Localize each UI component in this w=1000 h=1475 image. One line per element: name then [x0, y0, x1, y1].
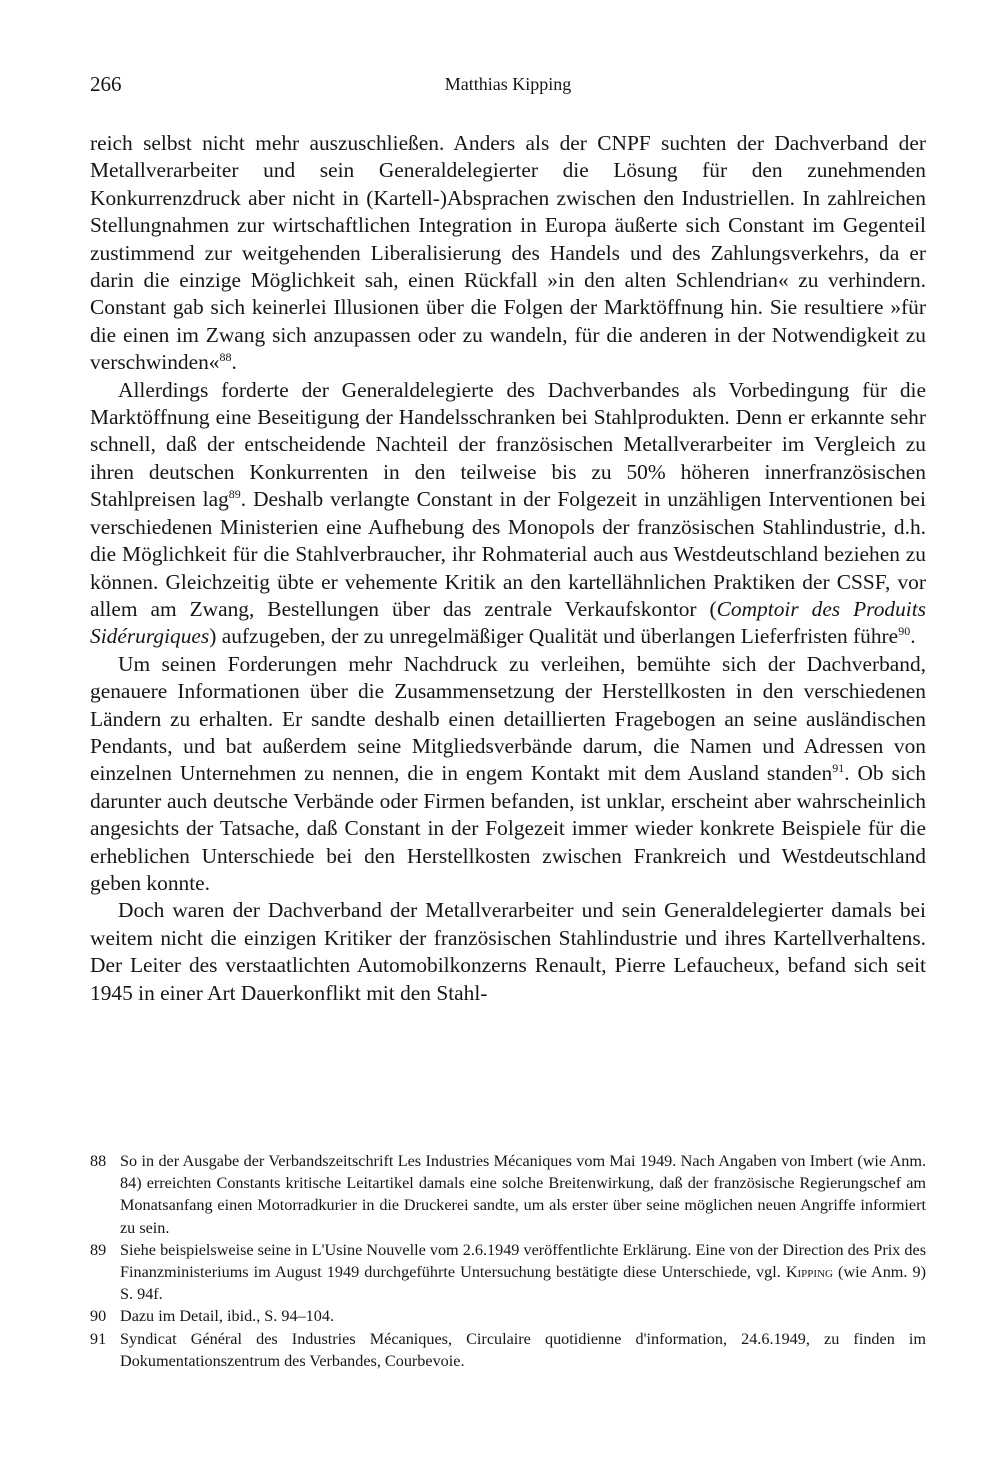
footnote-89-number: 89	[90, 1240, 107, 1259]
book-page	[90, 72, 926, 1370]
paragraph-4-text: Doch waren der Dachverband der Metallverarbeiter und sein Generaldelegierter damals bei weitem nicht die einzigen Kritiker der französischen Stahlindustrie und ihres Kartellverhaltens. Der Leiter des verstaatlichten Automobilkonzerns Renault, Pierre Lefaucheux, befand sich seit 1945 in einer Art Dauerkonflikt mit den Stahl-	[90, 898, 926, 1005]
paragraph-3-text-a: Um seinen Forderungen mehr Nachdruck zu verleihen, bemühte sich der Dachverband, genauere Informationen über die Zusammensetzung der Herstellkosten in den verschiedenen Ländern zu erhalten. Er sandte deshalb einen detaillierten Fragebogen an seine ausländischen Pendants, und bat außerdem seine Mitgliedsverbände darum, die Namen und Adressen von einzelnen Unternehmen zu nennen, die in engem Kontakt mit dem Ausland standen	[90, 651, 926, 786]
footnote-91-number: 91	[90, 1329, 107, 1348]
paragraph-2-text-c: ) aufzugeben, der zu unregelmäßiger Qualität und überlangen Lieferfristen führe	[209, 624, 899, 649]
running-head	[90, 72, 926, 106]
footnote-89-content	[120, 1239, 926, 1306]
footnote-ref-89: 89	[228, 487, 241, 502]
author-running-title: Matthias Kipping	[444, 74, 572, 94]
footnote-ref-91: 91	[832, 761, 845, 776]
footnote-89-end: (wie Anm. 9) S. 94f.	[120, 1263, 926, 1304]
footnote-ref-88: 88	[219, 350, 232, 365]
footnote-88-number: 88	[90, 1152, 107, 1170]
footnote-88-text: So in der Ausgabe der Verbandszeitschrift Les Industries Mécaniques vom Mai 1949. Nach Angaben von Imbert (wie Anm. 84) erreichten Constants kritische Leitartikel damals eine solche Breitenwirkung, daß der französische Regierungschef am Monatsanfang einen Motorradkurier in die Druckerei sandte, um als erster über seine möglichen neuen Angriffe informiert zu sein.	[120, 1152, 926, 1237]
footnote-ref-90: 90	[898, 624, 911, 639]
paragraph-2-end: .	[910, 624, 916, 649]
footnotes	[90, 1150, 926, 1372]
paragraph-3-text-b: . Ob sich darunter auch deutsche Verbände oder Firmen befanden, ist unklar, erscheint aber wahrscheinlich angesichts der Tatsache, daß Constant in der Folgezeit immer wieder konkrete Beispiele für die erheblichen Unterschiede bei den Herstellkosten zwischen Frankreich und Westdeutschland geben konnte.	[90, 761, 926, 895]
comptoir-title: Comptoir des Produits Sidérurgiques	[90, 596, 926, 649]
paragraph-3	[90, 651, 926, 898]
paragraph-2	[90, 377, 926, 651]
paragraph-1	[90, 130, 926, 377]
main-text	[90, 130, 926, 1007]
paragraph-4	[90, 897, 926, 1007]
footnote-90-text: Dazu im Detail, ibid., S. 94–104.	[120, 1307, 335, 1326]
footnote-89-text: Siehe beispielsweise seine in L'Usine Nouvelle vom 2.6.1949 veröffentlichte Erklärung. Eine von der Direction des Prix des Finanzministeriums im August 1949 durchgeführte Untersuchung bestätigte diese Unterschiede, vgl.	[120, 1240, 926, 1282]
footnote-88	[90, 1150, 926, 1239]
page-number: 266	[90, 72, 122, 96]
footnote-90	[90, 1305, 926, 1327]
footnote-91-text: Syndicat Général des Industries Mécaniques, Circulaire quotidienne d'information, 24.6.1949, zu finden im Dokumentationszentrum des Verbandes, Courbevoie.	[120, 1329, 926, 1370]
footnote-90-number: 90	[90, 1307, 107, 1326]
footnote-91	[90, 1328, 926, 1372]
paragraph-1-text: reich selbst nicht mehr auszuschließen. Anders als der CNPF suchten der Dachverband der Metallverarbeiter und sein Generaldelegierter die Lösung für den zunehmenden Konkurrenzdruck aber nicht in (Kartell-)Absprachen zwischen den Industriellen. In zahlreichen Stellungnahmen zur wirtschaftlichen Integration in Europa äußerte sich Constant im Gegenteil zustimmend zur weitgehenden Liberalisierung des Handels und des Zahlungsverkehrs, da er darin die einzige Möglichkeit sah, einen Rückfall »in den alten Schlendrian« zu verhindern. Constant gab sich keinerlei Illusionen über die Folgen der Marktöffnung hin. Sie resultiere »für die einen im Zwang sich anzupassen oder zu wandeln, für die anderen in der Notwendigkeit zu verschwinden«	[90, 131, 926, 375]
paragraph-2-text-b: . Deshalb verlangte Constant in der Folgezeit in unzähligen Interventionen bei verschiedenen Ministerien eine Aufhebung des Monopols der französischen Stahlindustrie, d.h. die Möglichkeit für die Stahlverbraucher, ihr Rohmaterial auch aus Westdeutschland beziehen zu können. Gleichzeitig übte er vehemente Kritik an den kartellähnlichen Praktiken der CSSF, vor allem am Zwang, Bestellungen über das zentrale Verkaufskontor (	[90, 487, 926, 621]
footnote-89	[90, 1239, 926, 1306]
paragraph-2-text-a: Allerdings forderte der Generaldelegierte des Dachverbandes als Vorbedingung für die Marktöffnung eine Beseitigung der Handelsschranken bei Stahlprodukten. Denn er erkannte sehr schnell, daß der entscheidende Nachteil der französischen Metallverarbeiter im Vergleich zu ihren deutschen Konkurrenten in den teilweise bis zu 50% höheren innerfranzösischen Stahlpreisen lag	[90, 377, 926, 512]
footnote-89-author: Kipping	[785, 1263, 833, 1282]
paragraph-1-end: .	[231, 350, 237, 375]
